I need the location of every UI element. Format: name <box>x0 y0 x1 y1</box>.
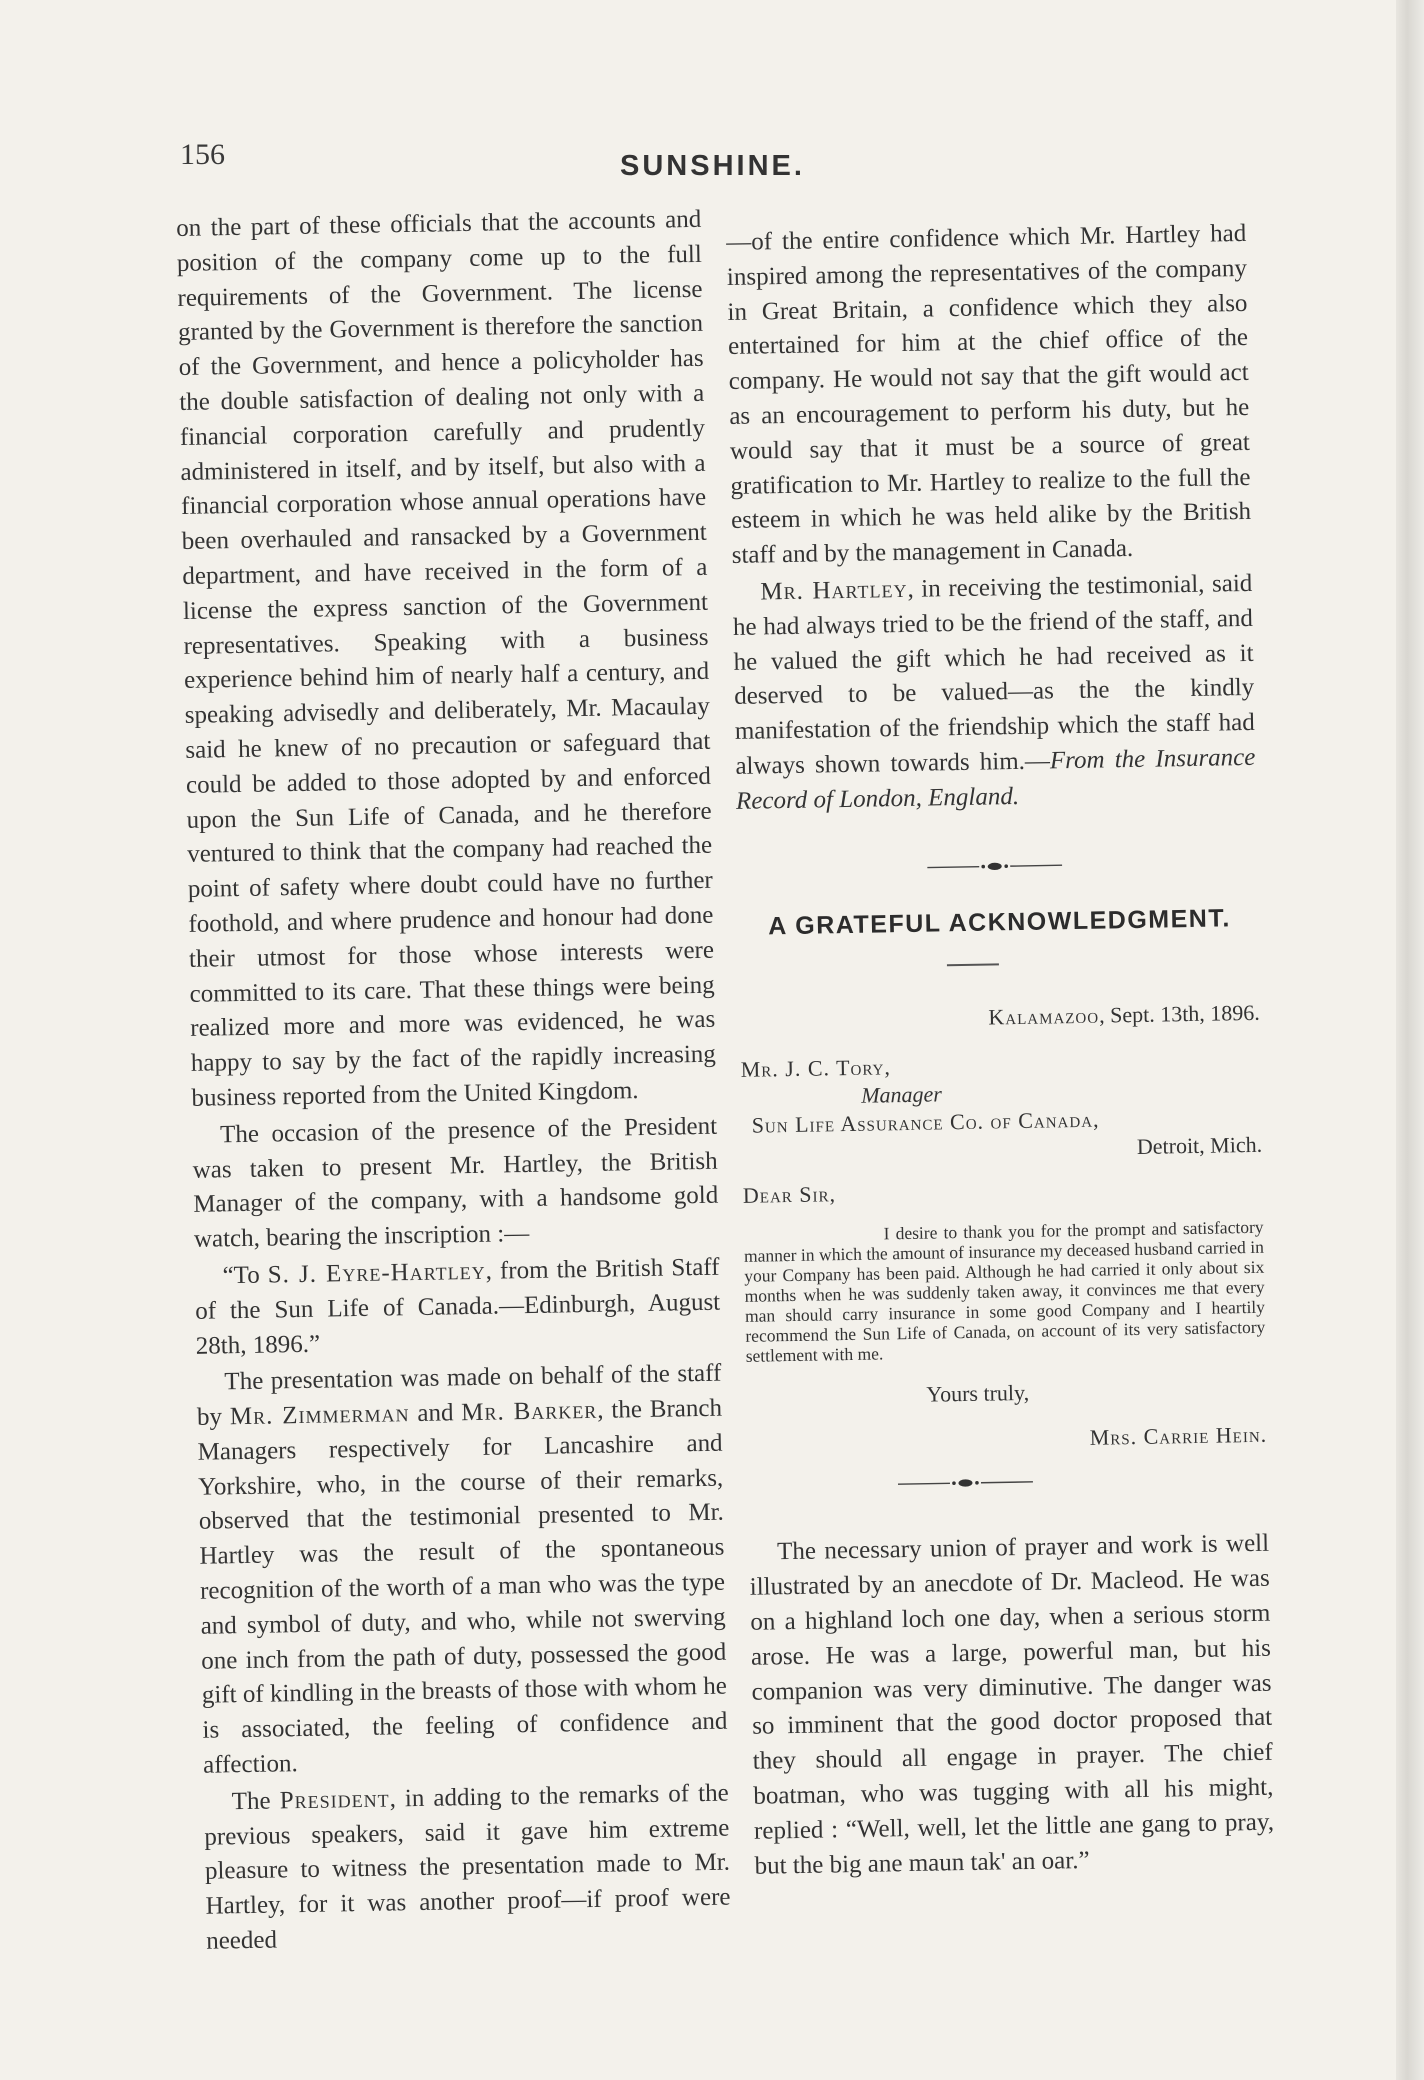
inscription-rest: , from the British Staff of the Sun Life of Canada.—Edinburgh, August 28th, 1896.” <box>194 1253 721 1360</box>
p5-text-a: The <box>231 1787 280 1816</box>
letter-company: Sun Life Assurance Co. of Canada, <box>751 1106 1100 1139</box>
letter-city: Detroit, Mich. <box>1136 1132 1263 1160</box>
section-title: A GRATEFUL ACKNOWLEDGMENT. <box>767 903 1231 940</box>
inscription-open: “To <box>222 1261 269 1290</box>
left-paragraph-4 <box>196 1357 728 1784</box>
letter-salutation: Dear Sir, <box>742 1181 837 1209</box>
letter-signature: Mrs. Carrie Hein. <box>1089 1422 1268 1451</box>
left-column <box>176 203 731 1962</box>
letter-dateline <box>740 999 1260 1036</box>
letter-closing: Yours truly, <box>926 1380 1030 1408</box>
name-barker: Mr. Barker <box>461 1396 598 1427</box>
ornament-divider-icon <box>927 858 1062 874</box>
page-number: 156 <box>180 138 225 171</box>
name-hartley: Mr. Hartley <box>760 575 908 606</box>
letter-addressee-title: Manager <box>860 1081 943 1109</box>
source-citation: From the Insurance Record of London, England. <box>735 743 1256 815</box>
letter-body: I desire to thank you for the prompt and satisfactory manner in which the amount of insurance my deceased husband carried in your Company has been paid. Although he had carried it only about six months when he was suddenly taken away, it convinces me that every man should carry insurance in some good Company and I heartily recommend the Sun Life of Canada, on account of its very satisfactory settlement with me. <box>743 1217 1266 1367</box>
right-paragraph-2 <box>732 567 1256 820</box>
p4-text-a: The presentation was made on behalf of the staff by <box>196 1359 722 1431</box>
dateline-date: , Sept. 13th, 1896. <box>1098 1000 1261 1028</box>
letter-addressee: Mr. J. C. Tory, <box>740 1054 892 1083</box>
title-rule <box>947 964 999 967</box>
right-paragraph-3: The necessary union of prayer and work is well illustrated by an anecdote of Dr. Macleod. He was on a highland loch one day, when a serious storm arose. He was a large, powerful man, but his companion was very diminutive. The danger was so imminent that the good doctor proposed that they should all engage in prayer. The chief boatman, who was tugging with all his might, replied : “Well, well, let the little ane gang to pray, but the big ane maun tak' an oar.” <box>749 1530 1275 1880</box>
right-paragraph-1: —of the entire confidence which Mr. Hartley had inspired among the representatives of the company in Great Britain, a confidence which they also entertained for him at the chief office of the company. He would not say that the gift would act as an encouragement to perform his duty, but he would say that it must be a source of great gratification to Mr. Hartley to realize to the full the esteem in which he was held alike by the British staff and by the management in Canada. <box>726 219 1252 570</box>
name-president: President <box>279 1785 390 1815</box>
left-paragraph-5 <box>203 1776 731 1959</box>
inscription-name: S. J. Eyre-Hartley <box>267 1257 486 1289</box>
p2-text: , in receiving the testimonial, said he had always tried to be the friend of the staff, and he valued the gift which he had received as it deserved to be valued—as the the kindly manifestation of the friendship which the staff had always shown towards him.— <box>732 569 1255 780</box>
page-edge-shadow <box>1396 0 1424 2080</box>
p4-text-b: , the Branch Managers respectively for Lancashire and Yorkshire, who, in the course of their remarks, observed that the testimonial presented to Mr. Hartley was the result of the spontaneous recognition of the worth of a man who was the type and symbol of duty, and who, while not swerving one inch from the path of duty, possessed the good gift of kindling in the breasts of those with whom he is associated, the feeling of confidence and affection. <box>197 1394 728 1779</box>
ornament-divider-icon <box>898 1475 1033 1491</box>
right-column <box>726 217 1275 1886</box>
left-paragraph-2: The occasion of the presence of the President was taken to present Mr. Hartley, the British Manager of the company, with a handsome gold watch, bearing the inscription :— <box>192 1112 719 1253</box>
left-paragraph-1: on the part of these officials that the accounts and position of the company come up to the full requirements of the Government. The license granted by the Government is therefore the sanction of the Government, and hence a policyholder has the double satisfaction of dealing not only with a financial corporation carefully and prudently administered in itself, and by itself, but also with a financial corporation whose annual operations have been overhauled and ransacked by a Government department, and have received in the form of a license the express sanction of the Government representatives. Speaking with a business experience behind him of nearly half a century, and speaking advisedly and deliberately, Mr. Macaulay said he knew of no precaution or safeguard that could be added to those adopted by and enforced upon the Sun Life of Canada, and he therefore ventured to think that the company had reached the point of safety where doubt could have no further foothold, and where prudence and honour had done their utmost for those whose interests were committed to its care. That these things were being realized more and more was evidenced, he was happy to say by the fact of the rapidly increasing business reported from the United Kingdom. <box>176 205 717 1112</box>
running-head: SUNSHINE. <box>620 150 805 182</box>
letter <box>740 999 1268 1458</box>
dateline-place: Kalamazoo <box>988 1002 1100 1030</box>
p5-text-b: , in adding to the remarks of the previous speakers, said it gave him extreme pleasure to witness the presentation made to Mr. Hartley, for it was another proof—if proof were needed <box>204 1779 731 1955</box>
inscription-quote <box>194 1251 721 1365</box>
p4-and: and <box>409 1399 462 1428</box>
name-zimmerman: Mr. Zimmerman <box>229 1400 410 1431</box>
